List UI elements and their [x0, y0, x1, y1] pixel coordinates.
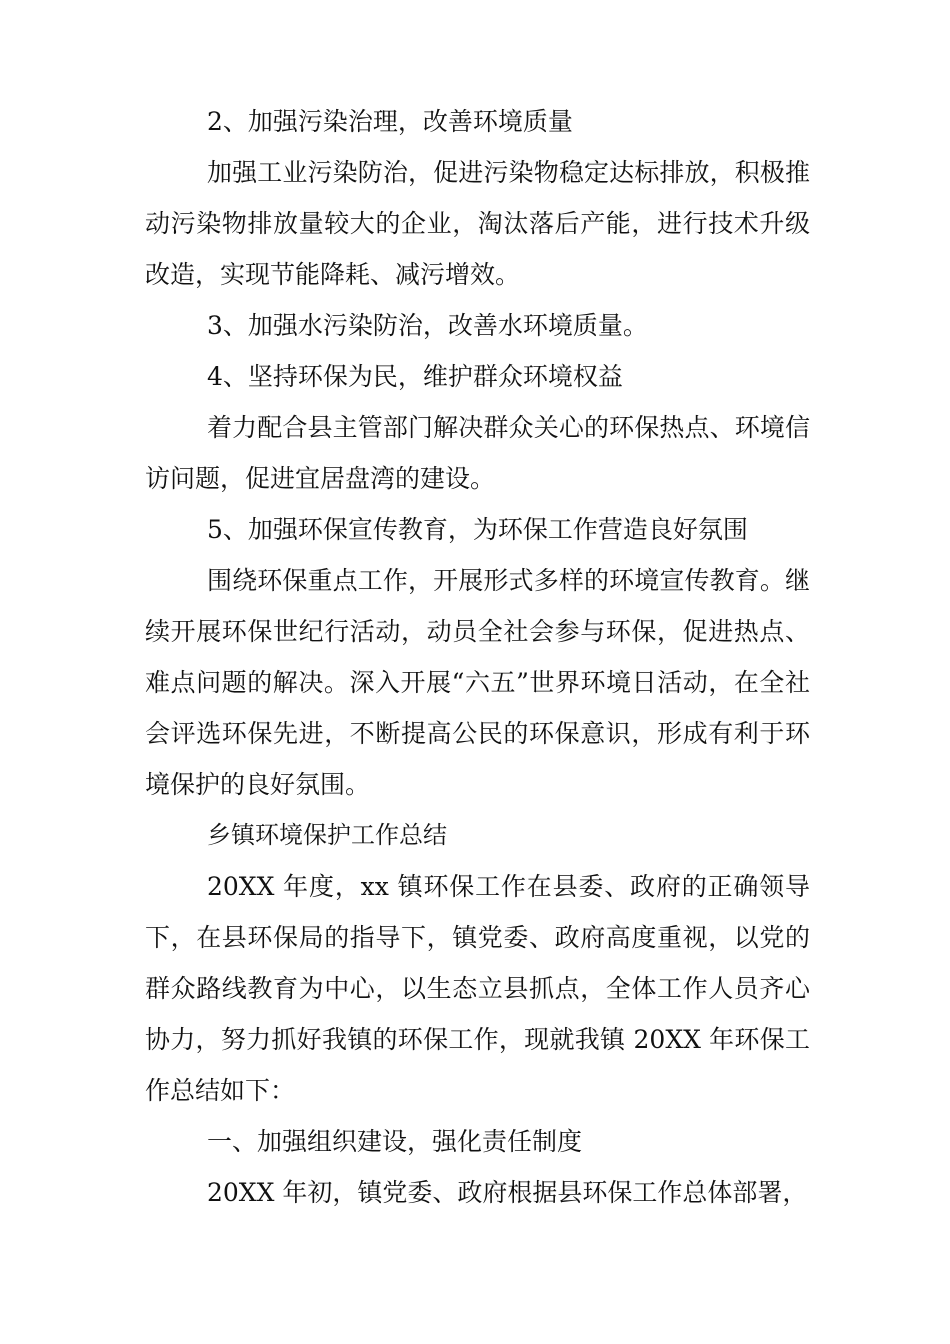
paragraph-intro: 20XX 年度，xx 镇环保工作在县委、政府的正确领导下，在县环保局的指导下，镇党委、政府高度重视，以党的群众路线教育为中心，以生态立县抓点，全体工作人员齐心协力，努力抓好我镇的环保工作，现就我镇 20XX 年环保工作总结如下： [145, 872, 810, 1105]
heading-one: 一、加强组织建设，强化责任制度 [207, 1127, 583, 1156]
heading-3: 3、加强水污染防治，改善水环境质量。 [207, 311, 648, 340]
paragraph-publicity: 围绕环保重点工作，开展形式多样的环境宣传教育。继续开展环保世纪行活动，动员全社会参与环保，促进热点、难点问题的解决。深入开展“六五”世界环境日活动，在全社会评选环保先进，不断提高公民的环保意识，形成有利于环境保护的良好氛围。 [145, 566, 810, 799]
paragraph-early-year: 20XX 年初，镇党委、政府根据县环保工作总体部署， [207, 1178, 808, 1207]
section-title: 乡镇环境保护工作总结 [207, 821, 447, 849]
heading-4: 4、坚持环保为民，维护群众环境权益 [207, 362, 623, 391]
paragraph-public-concerns: 着力配合县主管部门解决群众关心的环保热点、环境信访问题，促进宜居盘湾的建设。 [145, 413, 810, 493]
heading-5: 5、加强环保宣传教育，为环保工作营造良好氛围 [207, 515, 748, 544]
document-body [145, 96, 810, 1218]
heading-2: 2、加强污染治理，改善环境质量 [207, 107, 573, 136]
paragraph-industrial-pollution: 加强工业污染防治，促进污染物稳定达标排放，积极推动污染物排放量较大的企业，淘汰落后产能，进行技术升级改造，实现节能降耗、减污增效。 [145, 158, 810, 289]
